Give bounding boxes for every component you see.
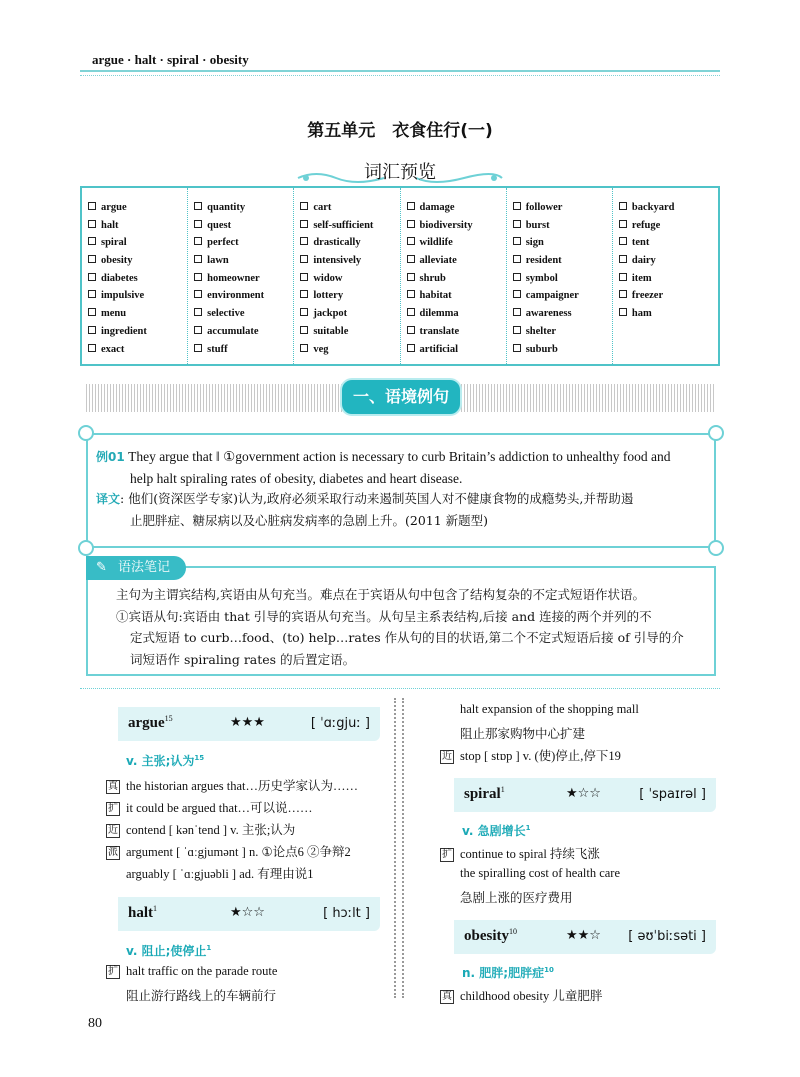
checkbox-icon[interactable] [194, 220, 202, 228]
vocab-item[interactable] [407, 326, 506, 344]
vocab-item[interactable] [88, 202, 187, 220]
vocab-word: quest [207, 219, 232, 231]
checkbox-icon[interactable] [407, 326, 415, 334]
checkbox-icon[interactable] [194, 202, 202, 210]
vocab-item[interactable] [88, 255, 187, 273]
translation-line-2: 止肥胖症、糖尿病以及心脏病发病率的急剧上升。(2011 新题型) [130, 513, 489, 528]
example-sentence [96, 446, 704, 489]
vocab-word: suitable [313, 325, 349, 337]
checkbox-icon[interactable] [407, 202, 415, 210]
frequency-stars: ★★★ [230, 715, 265, 730]
phonetic: [ əʊˈbiːsəti ] [628, 929, 706, 944]
sense: n. 肥胖;肥胖症$^{10}$ [462, 966, 554, 980]
checkbox-icon[interactable] [88, 273, 96, 281]
vocab-word: argue [101, 202, 127, 213]
vocab-word: artificial [419, 343, 458, 355]
checkbox-icon[interactable] [194, 237, 202, 245]
phonetic: [ ˈɑːgjuː ] [310, 716, 370, 731]
vocab-item[interactable] [88, 237, 187, 255]
vocab-item[interactable] [194, 308, 293, 326]
vocab-word: refuge [631, 219, 661, 231]
checkbox-icon[interactable] [88, 237, 96, 245]
vocab-column [294, 188, 400, 364]
vocab-word: impulsive [101, 290, 145, 302]
example-en-line-2: help halt spiraling rates of obesity, diabetes and heart disease. [130, 471, 463, 486]
vocab-column [188, 188, 294, 364]
checkbox-icon[interactable] [300, 290, 308, 298]
vocab-item[interactable] [88, 273, 187, 291]
checkbox-icon[interactable] [619, 308, 627, 316]
page-number: 80 [88, 1016, 102, 1031]
corner-ornament [708, 425, 724, 441]
column-divider [394, 698, 404, 998]
checkbox-icon[interactable] [619, 290, 627, 298]
vocab-word: biodiversity [419, 219, 473, 231]
usage-row: halt expansion of the shopping mall [460, 702, 639, 716]
vocab-word: obesity [101, 255, 133, 267]
headword-bar-obesity [454, 920, 716, 954]
header-rule [80, 70, 720, 72]
usage-row: 真 the historian argues that…历史学家认为…… [108, 779, 359, 793]
vocab-word: resident [525, 255, 562, 267]
vocab-word: drastically [313, 237, 361, 249]
running-header: argue · halt · spiral · obesity [92, 52, 249, 67]
phonetic: [ ˈspaɪrəl ] [639, 787, 706, 802]
vocab-column [82, 188, 188, 364]
checkbox-icon[interactable] [88, 220, 96, 228]
vocab-word: jackpot [313, 308, 348, 320]
vocab-word: freezer [631, 290, 664, 302]
headword: obesity$^{10}$ [464, 927, 517, 944]
vocab-word: wildlife [419, 237, 453, 249]
usage-row: 扩 halt traffic on the parade route [108, 964, 278, 978]
tag-extend: 扩 [442, 849, 452, 860]
corner-ornament [708, 540, 724, 556]
grammar-line: ①宾语从句:宾语由 that 引导的宾语从句充当。从句呈主系表结构,后接 and 连接的两个并列的不 [116, 608, 652, 624]
usage-row: arguably [ ˈɑːgjuəbli ] ad. 有理由说1 [126, 867, 314, 881]
example-translation: 译文: 他们(资深医学专家)认为,政府必须采取行动来遏制英国人对不健康食物的成瘾势头,并帮助遏 止肥胖症、糖尿病以及心脏病发病率的急剧上升。(2011 新题型) [96, 491, 634, 528]
vocab-item[interactable] [619, 273, 718, 291]
checkbox-icon[interactable] [619, 237, 627, 245]
checkbox-icon[interactable] [513, 237, 521, 245]
phonetic: [ hɔːlt ] [323, 906, 370, 921]
grammar-note-label: 语法笔记 [118, 560, 171, 575]
vocab-item[interactable] [300, 237, 399, 255]
frequency-stars: ★☆☆ [230, 905, 265, 920]
checkbox-icon[interactable] [194, 308, 202, 316]
vocab-item[interactable] [300, 202, 399, 220]
vocab-item[interactable] [513, 273, 612, 291]
example-label: 例01 [96, 450, 125, 464]
vocab-item[interactable] [194, 237, 293, 255]
checkbox-icon[interactable] [513, 202, 521, 210]
checkbox-icon[interactable] [88, 255, 96, 263]
vocab-word: ingredient [101, 325, 147, 337]
vocab-item[interactable] [88, 290, 187, 308]
vocab-item[interactable] [194, 326, 293, 344]
checkbox-icon[interactable] [194, 255, 202, 263]
vocab-word: tent [631, 237, 650, 249]
checkbox-icon[interactable] [513, 290, 521, 298]
header-dotted-rule [80, 75, 720, 76]
vocab-item[interactable] [619, 220, 718, 238]
vocab-item[interactable] [407, 290, 506, 308]
headword-bar-spiral [454, 778, 716, 812]
vocab-word: item [631, 272, 652, 284]
vocab-item[interactable] [88, 344, 187, 362]
headword: spiral$^1$ [464, 785, 505, 802]
vocab-word: accumulate [207, 325, 259, 337]
vocab-word: ham [631, 308, 652, 320]
tag-extend: 扩 [108, 966, 118, 977]
checkbox-icon[interactable] [88, 202, 96, 210]
sense: v. 急剧增长$^1$ [462, 824, 531, 838]
vocab-word: shrub [419, 272, 446, 284]
sense: v. 阻止;使停止$^1$ [126, 944, 212, 958]
checkbox-icon[interactable] [513, 273, 521, 281]
checkbox-icon[interactable] [300, 344, 308, 352]
vocab-item[interactable] [194, 255, 293, 273]
checkbox-icon[interactable] [194, 344, 202, 352]
usage-row: 扩 continue to spiral 持续飞涨 [442, 847, 600, 861]
vocab-word: sign [525, 237, 544, 249]
frequency-stars: ★☆☆ [566, 786, 601, 801]
vocab-item[interactable] [88, 220, 187, 238]
vocab-word: suburb [525, 343, 558, 355]
checkbox-icon[interactable] [194, 290, 202, 298]
usage-row: 派 argument [ ˈɑːgjumənt ] n. ①论点6 ②争辩2 [108, 845, 351, 859]
vocab-item[interactable] [513, 237, 612, 255]
vocab-item[interactable] [513, 308, 612, 326]
vocab-word: quantity [207, 202, 246, 213]
vocab-word: self-sufficient [313, 219, 374, 231]
vocab-item[interactable] [300, 220, 399, 238]
vocab-word: shelter [525, 325, 557, 337]
checkbox-icon[interactable] [300, 202, 308, 210]
grammar-note-text [116, 584, 706, 670]
tag-real: 真 [442, 991, 452, 1002]
vocab-item[interactable] [619, 255, 718, 273]
checkbox-icon[interactable] [300, 273, 308, 281]
vocab-word: veg [313, 343, 329, 355]
vocab-word: burst [525, 219, 550, 231]
section-title: 一、语境例句 [340, 378, 462, 416]
translation-line-1: 他们(资深医学专家)认为,政府必须采取行动来遏制英国人对不健康食物的成瘾势头,并帮助遏 [128, 491, 634, 506]
quill-icon: ✎ [96, 560, 107, 575]
vocab-word: translate [419, 325, 460, 337]
tag-extend: 扩 [108, 803, 118, 814]
frequency-stars: ★★☆ [566, 928, 601, 943]
vocab-item[interactable] [407, 308, 506, 326]
checkbox-icon[interactable] [407, 255, 415, 263]
usage-row: 近 stop [ stɒp ] v. (使)停止,停下19 [442, 749, 621, 763]
grammar-line: 主句为主谓宾结构,宾语由从句充当。难点在于宾语从句中包含了结构复杂的不定式短语作状语。 [116, 587, 645, 602]
vocab-item[interactable] [407, 344, 506, 362]
headword-bar-argue [118, 707, 380, 741]
vocab-preview-box [80, 186, 720, 366]
usage-row: 阻止游行路线上的车辆前行 [126, 989, 277, 1003]
vocab-word: spiral [101, 237, 127, 249]
sense: v. 主张;认为$^{15}$ [126, 754, 205, 768]
vocab-word: alleviate [419, 255, 457, 267]
vocab-word: backyard [631, 202, 675, 213]
checkbox-icon[interactable] [407, 308, 415, 316]
usage-row: 扩 it could be argued that…可以说…… [108, 801, 313, 815]
grammar-note-tab [86, 556, 186, 580]
tag-synonym: 近 [108, 825, 118, 836]
checkbox-icon[interactable] [300, 220, 308, 228]
vocab-item[interactable] [513, 326, 612, 344]
vocab-item[interactable] [513, 255, 612, 273]
vocab-word: campaigner [525, 290, 579, 302]
checkbox-icon[interactable] [407, 290, 415, 298]
checkbox-icon[interactable] [407, 220, 415, 228]
vocab-item[interactable] [300, 344, 399, 362]
corner-ornament [78, 425, 94, 441]
vocab-word: dilemma [419, 308, 459, 320]
vocab-item[interactable] [194, 344, 293, 362]
vocab-item[interactable] [300, 255, 399, 273]
dotted-separator [80, 688, 720, 689]
usage-row: 近 contend [ kənˈtend ] v. 主张;认为 [108, 823, 296, 837]
checkbox-icon[interactable] [619, 202, 627, 210]
vocab-column [613, 188, 718, 364]
headword: argue$^{15}$ [128, 714, 173, 731]
checkbox-icon[interactable] [300, 255, 308, 263]
vocab-column [507, 188, 613, 364]
headword-bar-halt [118, 897, 380, 931]
checkbox-icon[interactable] [619, 220, 627, 228]
vocab-word: awareness [525, 308, 572, 320]
headword: halt$^1$ [128, 904, 158, 921]
vocab-item[interactable] [300, 326, 399, 344]
checkbox-icon[interactable] [88, 308, 96, 316]
vocab-item[interactable] [513, 202, 612, 220]
vocab-word: lawn [207, 255, 229, 267]
vocab-item[interactable] [619, 202, 718, 220]
vocab-word: cart [313, 202, 332, 213]
vocab-item[interactable] [194, 220, 293, 238]
usage-row: the spiralling cost of health care [460, 866, 621, 880]
vocab-item[interactable] [407, 220, 506, 238]
vocab-item[interactable] [88, 326, 187, 344]
vocab-item[interactable] [194, 202, 293, 220]
vocab-item[interactable] [513, 290, 612, 308]
vocab-item[interactable] [513, 220, 612, 238]
tag-real: 真 [108, 781, 118, 792]
vocab-item[interactable] [619, 308, 718, 326]
vocab-item[interactable] [194, 273, 293, 291]
vocab-item[interactable] [407, 255, 506, 273]
vocab-word: damage [419, 202, 455, 213]
checkbox-icon[interactable] [513, 326, 521, 334]
vocab-item[interactable] [300, 290, 399, 308]
vocab-word: perfect [207, 237, 239, 249]
checkbox-icon[interactable] [88, 326, 96, 334]
checkbox-icon[interactable] [513, 308, 521, 316]
vocab-item[interactable] [407, 273, 506, 291]
unit-title: 第五单元 衣食住行(一) [307, 121, 493, 141]
vocab-word: homeowner [207, 272, 260, 284]
vocab-item[interactable] [619, 290, 718, 308]
vocab-word: intensively [313, 255, 362, 267]
checkbox-icon[interactable] [407, 237, 415, 245]
vocab-item[interactable] [407, 202, 506, 220]
vocab-word: symbol [525, 272, 558, 284]
grammar-line: 词短语作 spiraling rates 的后置定语。 [130, 651, 356, 667]
checkbox-icon[interactable] [407, 273, 415, 281]
usage-row: 急剧上涨的医疗费用 [460, 891, 573, 905]
checkbox-icon[interactable] [88, 344, 96, 352]
vocab-word: halt [101, 219, 119, 231]
checkbox-icon[interactable] [194, 273, 202, 281]
checkbox-icon[interactable] [407, 344, 415, 352]
vocab-item[interactable] [513, 344, 612, 362]
vocab-word: follower [525, 202, 563, 213]
grammar-line: 定式短语 to curb…food、(to) help…rates 作从句的目的状语,第二个不定式短语后接 of 引导的介 [130, 630, 684, 645]
vocab-word: lottery [313, 290, 344, 302]
vocab-preview-title: 词汇预览 [364, 162, 436, 183]
vocab-item[interactable] [407, 237, 506, 255]
vocab-word: selective [207, 308, 245, 320]
checkbox-icon[interactable] [194, 326, 202, 334]
checkbox-icon[interactable] [513, 255, 521, 263]
translation-label: 译文 [96, 492, 121, 506]
vocab-word: habitat [419, 290, 452, 302]
vocab-word: dairy [631, 255, 656, 267]
usage-row: 阻止那家购物中心扩建 [460, 727, 586, 741]
vocab-word: exact [101, 343, 125, 355]
vocab-item[interactable] [194, 290, 293, 308]
checkbox-icon[interactable] [619, 255, 627, 263]
checkbox-icon[interactable] [513, 344, 521, 352]
vocab-word: widow [313, 272, 343, 284]
checkbox-icon[interactable] [300, 308, 308, 316]
vocab-word: menu [101, 308, 127, 320]
checkbox-icon[interactable] [513, 220, 521, 228]
vocab-item[interactable] [88, 308, 187, 326]
vocab-column [401, 188, 507, 364]
checkbox-icon[interactable] [300, 237, 308, 245]
vocab-word: environment [207, 290, 265, 302]
example-en-line-1: They argue that ‖ ①government action is necessary to curb Britain’s addiction to unhealthy food and [128, 449, 671, 464]
corner-ornament [78, 540, 94, 556]
usage-row: 真 childhood obesity 儿童肥胖 [442, 989, 603, 1003]
tag-synonym: 近 [442, 751, 452, 762]
vocab-item[interactable] [619, 237, 718, 255]
vocab-word: diabetes [101, 272, 138, 284]
vocab-word: stuff [207, 343, 228, 355]
vocab-item[interactable] [300, 308, 399, 326]
checkbox-icon[interactable] [88, 290, 96, 298]
checkbox-icon[interactable] [619, 273, 627, 281]
tag-derivative: 派 [108, 847, 118, 858]
vocab-item[interactable] [300, 273, 399, 291]
checkbox-icon[interactable] [300, 326, 308, 334]
